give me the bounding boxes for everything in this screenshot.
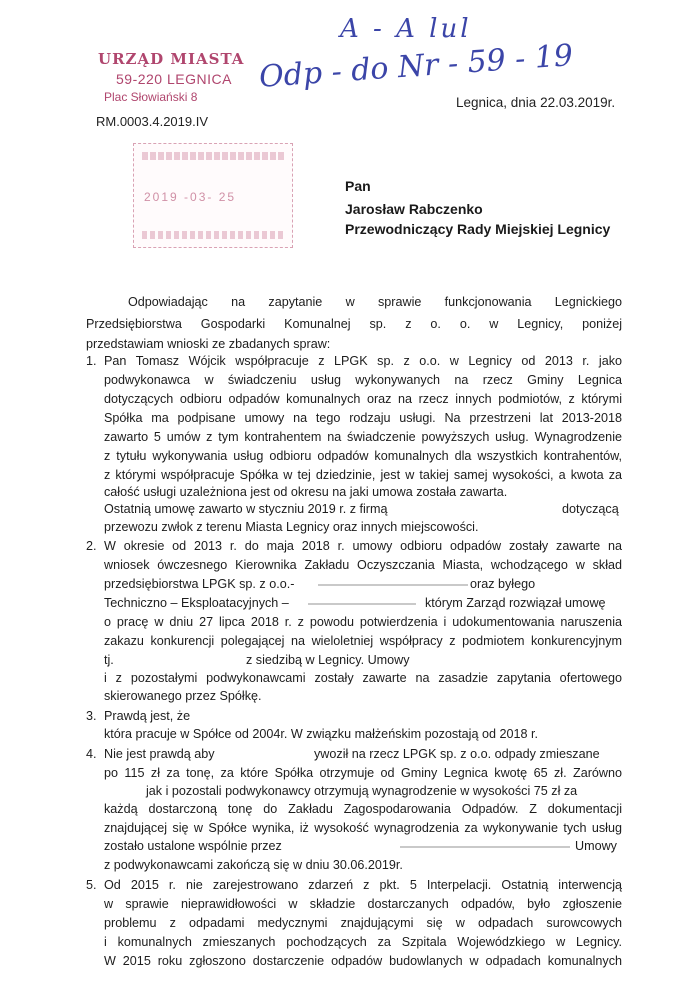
item-line: Ostatnią umowę zawarto w styczniu 2019 r. z firmą [104, 502, 388, 516]
office-address: Plac Słowiański 8 [104, 90, 198, 104]
item-line: W 2015 roku zgłoszono dostarczenie odpadów budowlanych w odpadach komunalnych [104, 954, 622, 968]
intro-line: przedstawiam wnioski ze zbadanych spraw: [86, 337, 331, 351]
item-line: z tytułu wykonywania usług odbioru odpadów komunalnych dla wszystkich kontrahentów, [104, 449, 622, 463]
item-line: przedsiębiorstwa LPGK sp. z o.o.- [104, 577, 295, 591]
item-line: o pracę w dniu 27 lipca 2018 r. z powodu potwierdzenia i udokumentowania naruszenia [104, 615, 622, 629]
item-number: 5. [86, 878, 97, 892]
item-line: z podwykonawcami zakończą się w dniu 30.06.2019r. [104, 858, 403, 872]
item-line: przewozu zwłok z terenu Miasta Legnicy oraz innych miejscowości. [104, 520, 479, 534]
item-line: dotyczących odbioru odpadów komunalnych oraz na rzecz innych podmiotów, z którymi [104, 392, 622, 406]
item-number: 2. [86, 539, 97, 553]
item-line: problemu z odpadami medycznymi znajdującymi się w odpadach surowcowych [104, 916, 622, 930]
item-number: 4. [86, 747, 97, 761]
item-line: skierowanego przez Spółkę. [104, 689, 262, 703]
item-number: 1. [86, 354, 97, 368]
reference-number: RM.0003.4.2019.IV [96, 114, 209, 129]
intro-line: Odpowiadając na zapytanie w sprawie funkcjonowania Legnickiego [128, 295, 622, 309]
item-line: w sprawie nieprawidłowości w składzie dostarczanych odpadów, było zgłoszenie [104, 897, 622, 911]
intro-line: Przedsiębiorstwa Gospodarki Komunalnej sp. z o. o. w Legnicy, poniżej [86, 317, 622, 331]
stamp-header-line [142, 152, 284, 160]
item-line: po 115 zł za tonę, za które Spółka otrzymuje od Gminy Legnica kwotę 65 zł. Zarówno [104, 766, 622, 780]
item-line: podwykonawca w świadczeniu usług wykonywanych na rzecz Gminy Legnica [104, 373, 622, 387]
item-line: Od 2015 r. nie zarejestrowano zdarzeń z pkt. 5 Interpelacji. Ostatnią interwencją [104, 878, 622, 892]
item-line: znajdującej się w Spółce wynika, iż wysokość wynagrodzenia za wykonywanie tych usług [104, 821, 622, 835]
item-line: zakazu konkurencji polegającej na wieloletniej współpracy z podmiotem konkurencyjnym [104, 634, 622, 648]
item-line: całość usługi uzależniona jest od okresu na jaki umowa została zawarta. [104, 485, 508, 499]
item-number: 3. [86, 709, 97, 723]
item-line: ywoził na rzecz LPGK sp. z o.o. odpady zmieszane [314, 747, 600, 761]
item-line: każdą dostarczoną tonę do Zakładu Zagospodarowania Odpadów. Z dokumentacji [104, 802, 622, 816]
item-line: którym Zarząd rozwiązał umowę [425, 596, 606, 610]
redaction [318, 584, 468, 586]
addressee-name: Jarosław Rabczenko [345, 201, 483, 217]
received-stamp [133, 143, 293, 248]
item-line: Techniczno – Eksploatacyjnych – [104, 596, 289, 610]
item-line: Umowy [575, 839, 617, 853]
stamp-footer-line [142, 231, 284, 239]
redaction [400, 846, 570, 848]
item-line: Prawdą jest, że [104, 709, 191, 723]
item-line: oraz byłego [470, 577, 536, 591]
stamp-date: 2019 -03- 25 [144, 190, 237, 204]
item-line: tj. [104, 653, 114, 667]
item-line: dotyczącą [562, 502, 619, 516]
item-line: i komunalnych zmieszanych pochodzących za Szpitala Wojewódzkiego w Legnicy. [104, 935, 622, 949]
item-line: Nie jest prawdą aby [104, 747, 215, 761]
item-line: zostało ustalone wspólnie przez [104, 839, 282, 853]
handwritten-note-top: A - A lul [340, 14, 472, 44]
addressee-salutation: Pan [345, 178, 371, 194]
item-line: z siedzibą w Legnicy. Umowy [246, 653, 410, 667]
date-line: Legnica, dnia 22.03.2019r. [456, 95, 616, 110]
item-line: wniosek ówczesnego Kierownika Zakładu Oczyszczania Miasta, wchodzącego w skład [104, 558, 622, 572]
item-line: Spółka ma podpisane umowy na tego rodzaju usługi. Na przestrzeni lat 2013-2018 [104, 411, 622, 425]
addressee-title: Przewodniczący Rady Miejskiej Legnicy [345, 221, 611, 237]
item-line: Pan Tomasz Wójcik współpracuje z LPGK sp. z o.o. w Legnicy od 2013 r. jako [104, 354, 622, 368]
item-line: i z pozostałymi podwykonawcami zostały zawarte na zasadzie zapytania ofertowego [104, 671, 622, 685]
office-name: URZĄD MIASTA [98, 50, 245, 68]
handwritten-reference: Odp - do Nr - 59 - 19 [258, 38, 575, 95]
item-line: z którymi współpracuje Spółka w tej dziedzinie, jest w takiej samej wysokości, a kwota za [104, 468, 622, 482]
item-line: W okresie od 2013 r. do maja 2018 r. umowy odbioru odpadów zostały zawarte na [104, 539, 622, 553]
item-line: zawarto 5 umów z tym kontrahentem na świadczenie powyższych usług. Wynagrodzenie [104, 430, 622, 444]
office-city: 59-220 LEGNICA [116, 71, 232, 87]
item-line: jak i pozostali podwykonawcy otrzymują wynagrodzenie w wysokości 75 zł za [146, 784, 578, 798]
item-line: która pracuje w Spółce od 2004r. W związku małżeńskim pozostają od 2018 r. [104, 727, 539, 741]
redaction [308, 603, 416, 605]
